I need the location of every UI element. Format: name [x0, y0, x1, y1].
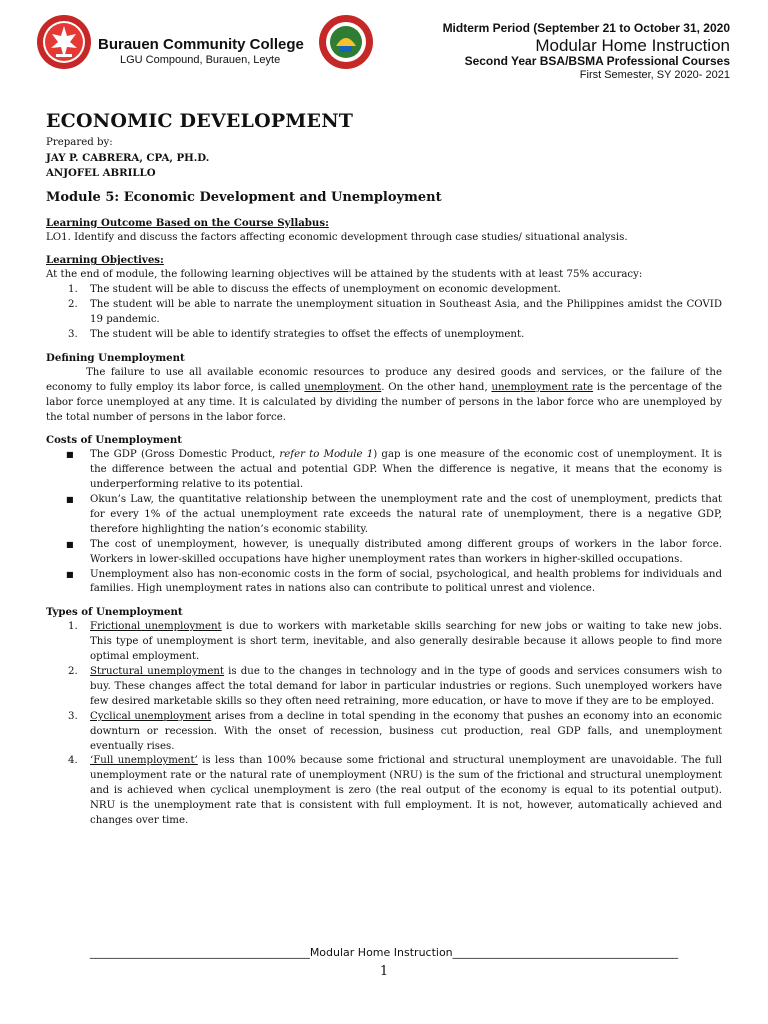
list-item: 3. The student will be able to identify strategies to offset the effects of unemployment. [68, 328, 525, 340]
college-name: Burauen Community College [98, 36, 304, 53]
author-1: JAY P. CABRERA, CPA, PH.D. [46, 151, 210, 164]
objectives-intro: At the end of module, the following learning objectives will be attained by the students with at least 75% accuracy: [46, 269, 643, 281]
page-header [0, 0, 768, 100]
outcome-text: LO1. Identify and discuss the factors affecting economic development through case studies/ situational analysis. [46, 231, 628, 243]
document-title: ECONOMIC DEVELOPMENT [46, 110, 354, 132]
objectives-list [46, 283, 722, 343]
footer-label: Modular Home Instruction [309, 946, 453, 959]
list-item: 4. ‘Full unemployment’ is less than 100% because some frictional and structural unemployment are unavoidable. The full unemployment rate or the natural rate of unemployment (NRU) is the sum of the frictional and structural unemployment and is achieved when cyclical unemployment is zero (the real output of the economy is equal to its potential output). NRU is the unemployment rate that is consistent with full employment. It is not, however, automatically achieved and changes over time. [68, 755, 722, 827]
header-info [443, 22, 730, 82]
list-item: ■ The GDP (Gross Domestic Product, refer to Module 1) gap is one measure of the economic cost of unemployment. It is the difference between the actual and potential GDP. When the difference is negative, it means that the economy is underperforming relative to its potential. [66, 449, 722, 491]
official-seal [318, 14, 374, 70]
document-body [46, 108, 722, 829]
defining-heading: Defining Unemployment [46, 351, 185, 364]
course-line: Second Year BSA/BSMA Professional Courses [464, 54, 730, 69]
defining-paragraph: The failure to use all available economic resources to produce any desired goods and services, or the failure of the economy to fully employ its labor force, is called unemployment. On the other hand, unemployment rate is the percentage of the labor force unemployed at any time. It is calculated by dividing the number of persons in the labor force who are unemployed by the total number of persons in the labor force. [46, 366, 722, 423]
list-item: ■ The cost of unemployment, however, is unequally distributed among different groups of workers in the labor force. Workers in lower-skilled occupations have higher unemployment rates than workers in higher-skilled occupations. [66, 538, 722, 565]
author-2: ANJOFEL ABRILLO [46, 166, 156, 179]
list-item: 2. The student will be able to narrate the unemployment situation in Southeast Asia, and the Philippines amidst the COVID 19 pandemic. [68, 299, 722, 326]
list-item: 3. Cyclical unemployment arises from a decline in total spending in the economy that pushes an economy into an economic downturn or recession. With the onset of recession, business cut production, real GDP falls, and unemployment eventually rises. [68, 710, 722, 752]
types-heading: Types of Unemployment [46, 606, 183, 619]
list-item: 1. Frictional unemployment is due to workers with marketable skills searching for new jobs or waiting to take new jobs. This type of unemployment is short term, inevitable, and also generally desirable because it allows people to find more optimal employment. [68, 621, 722, 663]
list-item: 1. The student will be able to discuss the effects of unemployment on economic development. [68, 284, 561, 296]
college-logo [36, 14, 92, 70]
midterm-period: Midterm Period (September 21 to October 31, 2020 [442, 21, 730, 35]
costs-heading: Costs of Unemployment [46, 434, 182, 447]
page-footer: ________________________________________Modular Home Instruction_________________________________________ [89, 946, 679, 959]
list-item: 2. Structural unemployment is due to the changes in technology and in the type of goods and services consumers wish to buy. These changes affect the total demand for labor in particular industries or regions. Such unemployed workers have few desired marketable skills so they often need retraining, more education, or have to move if they are to be employed. [68, 666, 722, 707]
semester-line: First Semester, SY 2020- 2021 [579, 69, 730, 82]
types-list [46, 620, 722, 829]
college-address: LGU Compound, Burauen, Leyte [120, 54, 281, 66]
objectives-heading: Learning Objectives: [46, 254, 164, 267]
prepared-label: Prepared by: [46, 137, 113, 148]
costs-list [46, 448, 722, 597]
instruction-title: Modular Home Instruction [535, 35, 730, 55]
list-item: ■ Unemployment also has non-economic costs in the form of social, psychological, and health problems for individuals and families. High unemployment rates in nations also can contribute to political unrest and violence. [66, 568, 722, 595]
list-item: ■ Okun’s Law, the quantitative relationship between the unemployment rate and the cost of unemployment, predicts that for every 1% of the actual unemployment rate exceeds the natural rate of unemployment, there is a negative GDP, therefore highlighting the nation’s economic stability. [66, 494, 722, 535]
outcome-heading: Learning Outcome Based on the Course Syllabus: [46, 216, 329, 229]
module-title: Module 5: Economic Development and Unemployment [46, 189, 442, 205]
page-number: 1 [379, 964, 389, 979]
